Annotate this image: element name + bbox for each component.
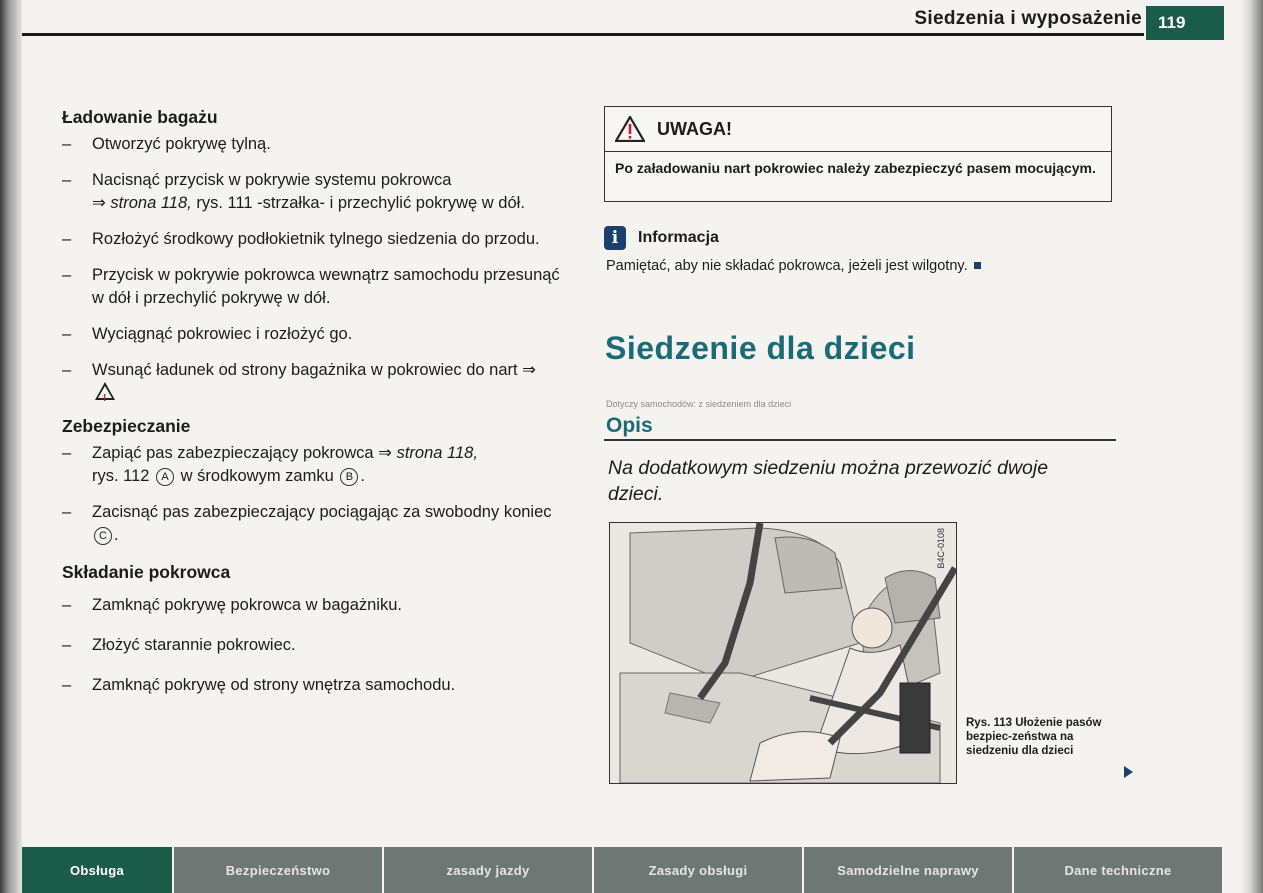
tab-zasady-jazdy[interactable]: zasady jazdy	[384, 847, 594, 893]
tab-bezpieczenstwo[interactable]: Bezpieczeństwo	[174, 847, 384, 893]
list-item: – Zacisnąć pas zabezpieczający pociągając za swobodny koniec C .	[62, 503, 552, 544]
left-column	[62, 106, 562, 697]
page-reference-link[interactable]: ⇒ strona 118,	[92, 194, 192, 212]
subsection-rule	[604, 439, 1116, 441]
header-rule	[22, 33, 1144, 36]
list-item: – Otworzyć pokrywę tylną.	[62, 135, 271, 153]
list-item: – Wsunąć ładunek od strony bagażnika w pokrowiec do nart ⇒ !	[62, 359, 562, 405]
binding-shadow-left	[0, 0, 22, 893]
list-item: – Zamknąć pokrywę od strony wnętrza samochodu.	[62, 676, 456, 694]
heading-securing: Zebezpieczanie	[62, 416, 191, 436]
tab-obsluga[interactable]: Obsługa	[22, 847, 174, 893]
list-item: – Zamknąć pokrywę pokrowca w bagażniku.	[62, 596, 402, 614]
list-item: – Złożyć starannie pokrowiec.	[62, 636, 296, 654]
figure-code: B4C-0108	[936, 528, 946, 569]
lead-text: Na dodatkowym siedzeniu można przewozić dwoje dzieci.	[608, 457, 1049, 505]
warning-box	[604, 106, 1112, 202]
warning-triangle-icon	[95, 382, 115, 400]
applies-to-note: Dotyczy samochodów: z siedzeniem dla dzieci	[606, 399, 792, 409]
label-b-icon: B	[340, 468, 358, 486]
warning-header	[605, 107, 1111, 152]
section-title: Siedzenie dla dzieci	[605, 330, 916, 366]
info-text: Pamiętać, aby nie składać pokrowca, jeżeli jest wilgotny.	[606, 258, 981, 274]
figure-caption: Rys. 113 Ułożenie pasów bezpiec-zeństwa na siedzeniu dla dzieci	[966, 717, 1102, 757]
warning-text: Po załadowaniu nart pokrowiec należy zabezpieczyć pasem mocującym.	[615, 160, 1096, 176]
list-item: – Zapiąć pas zabezpieczający pokrowca ⇒ strona 118, rys. 112 A w środkowym zamku B .	[62, 444, 478, 485]
list-item: – Nacisnąć przycisk w pokrywie systemu pokrowca ⇒ strona 118, rys. 111 -strzałka- i przechylić pokrywę w dół.	[62, 171, 525, 212]
list-item: – Rozłożyć środkowy podłokietnik tylnego siedzenia do przodu.	[62, 230, 540, 248]
child-seat-illustration	[610, 523, 956, 783]
info-icon: i	[604, 226, 626, 250]
page-reference-link[interactable]: strona 118,	[391, 444, 478, 462]
heading-loading: Ładowanie bagażu	[62, 107, 218, 127]
info-header	[604, 226, 719, 250]
end-square-icon	[974, 262, 981, 269]
label-a-icon: A	[156, 468, 174, 486]
heading-folding: Składanie pokrowca	[62, 562, 231, 582]
info-title: Informacja	[638, 229, 719, 246]
binding-shadow-right	[1241, 0, 1263, 893]
footer-tabs	[22, 847, 1224, 893]
list-item: – Wyciągnąć pokrowiec i rozłożyć go.	[62, 325, 353, 343]
tab-dane-techniczne[interactable]: Dane techniczne	[1014, 847, 1224, 893]
list-item: – Przycisk w pokrywie pokrowca wewnątrz samochodu przesunąć w dół i przechylić pokrywę w dół.	[62, 266, 560, 307]
page-number: 119	[1146, 6, 1224, 40]
subsection-title: Opis	[606, 414, 653, 437]
warning-triangle-icon	[615, 116, 645, 142]
figure-child-seat	[609, 522, 957, 784]
label-c-icon: C	[94, 527, 112, 545]
next-page-arrow-icon[interactable]	[1124, 766, 1133, 778]
running-head: Siedzenia i wyposażenie	[914, 8, 1142, 29]
tab-zasady-obslugi[interactable]: Zasady obsługi	[594, 847, 804, 893]
tab-samodzielne-naprawy[interactable]: Samodzielne naprawy	[804, 847, 1014, 893]
warning-title: UWAGA!	[657, 118, 732, 139]
